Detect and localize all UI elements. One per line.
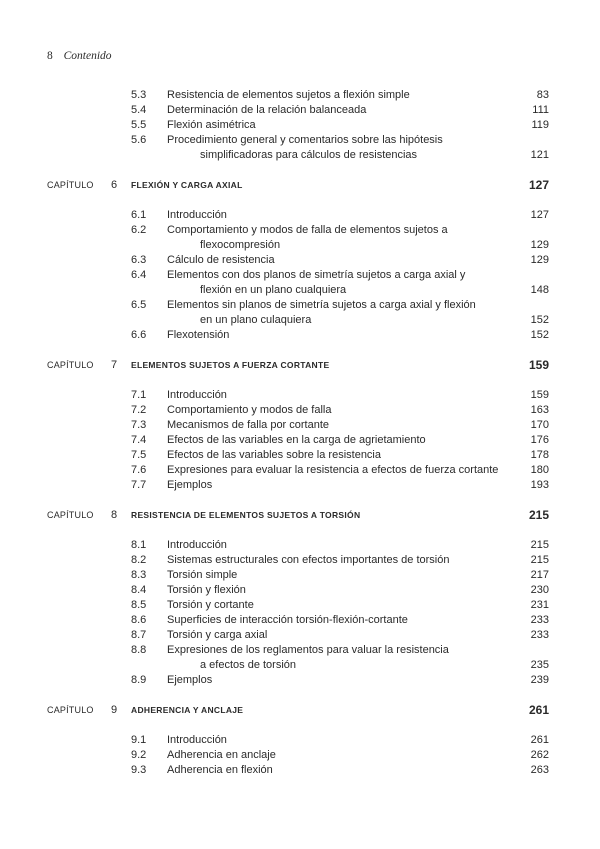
section-number: 8.6 xyxy=(131,614,147,626)
chapter-number: 9 xyxy=(111,704,118,716)
spacer xyxy=(0,343,600,358)
section-number: 8.9 xyxy=(131,674,147,686)
section-page: 235 xyxy=(530,659,549,671)
section-title: Torsión y cortante xyxy=(167,599,254,611)
section-number: 6.2 xyxy=(131,224,147,236)
section-number: 8.4 xyxy=(131,584,147,596)
toc-entry xyxy=(0,223,600,238)
toc-entry xyxy=(0,133,600,148)
toc-entry xyxy=(0,628,600,643)
section-title: a efectos de torsión xyxy=(200,659,297,671)
section-title: Efectos de las variables en la carga de agrietamiento xyxy=(167,434,426,446)
section-page: 233 xyxy=(530,629,549,641)
toc-entry xyxy=(0,388,600,403)
section-page: 193 xyxy=(530,479,549,491)
toc-entry xyxy=(0,553,600,568)
section-page: 170 xyxy=(530,419,549,431)
toc-entry xyxy=(0,328,600,343)
section-number: 7.3 xyxy=(131,419,147,431)
spacer xyxy=(0,718,600,733)
section-title: en un plano culaquiera xyxy=(200,314,312,326)
chapter-label: CAPÍTULO xyxy=(47,360,94,370)
toc-entry xyxy=(0,613,600,628)
section-title: Resistencia de elementos sujetos a flexión simple xyxy=(167,89,410,101)
toc-entry xyxy=(0,283,600,298)
spacer xyxy=(0,523,600,538)
section-number: 7.2 xyxy=(131,404,147,416)
section-title: Flexión asimétrica xyxy=(167,119,256,131)
section-title: Expresiones para evaluar la resistencia a efectos de fuerza cortante xyxy=(167,464,499,476)
section-title: Mecanismos de falla por cortante xyxy=(167,419,330,431)
section-number: 8.8 xyxy=(131,644,147,656)
section-title: Elementos sin planos de simetría sujetos a carga axial y flexión xyxy=(167,299,476,311)
toc-entry xyxy=(0,673,600,688)
chapter-heading xyxy=(0,703,600,718)
section-page: 83 xyxy=(536,89,549,101)
section-number: 6.5 xyxy=(131,299,147,311)
section-number: 8.7 xyxy=(131,629,147,641)
chapter-heading xyxy=(0,358,600,373)
section-page: 148 xyxy=(530,284,549,296)
section-page: 233 xyxy=(530,614,549,626)
section-title: Adherencia en anclaje xyxy=(167,749,276,761)
section-title: Ejemplos xyxy=(167,479,213,491)
toc-entry xyxy=(0,208,600,223)
chapter-page: 127 xyxy=(528,178,549,192)
toc-entry xyxy=(0,538,600,553)
toc-entry xyxy=(0,298,600,313)
section-page: 215 xyxy=(530,539,549,551)
section-title: Determinación de la relación balanceada xyxy=(167,104,367,116)
section-title: Comportamiento y modos de falla de elementos sujetos a xyxy=(167,224,448,236)
section-number: 7.6 xyxy=(131,464,147,476)
toc-entry xyxy=(0,268,600,283)
spacer xyxy=(0,163,600,178)
section-page: 129 xyxy=(530,254,549,266)
toc-entry xyxy=(0,88,600,103)
section-page: 111 xyxy=(532,104,549,116)
section-title: Efectos de las variables sobre la resistencia xyxy=(167,449,381,461)
toc-entry xyxy=(0,658,600,673)
toc-entry xyxy=(0,598,600,613)
section-page: 152 xyxy=(530,314,549,326)
section-page: 217 xyxy=(530,569,549,581)
chapter-page: 261 xyxy=(528,703,549,717)
section-title: Flexotensión xyxy=(167,329,230,341)
section-page: 262 xyxy=(530,749,549,761)
toc-entry xyxy=(0,313,600,328)
section-page: 176 xyxy=(530,434,549,446)
section-number: 9.1 xyxy=(131,734,147,746)
chapter-heading xyxy=(0,178,600,193)
section-number: 9.3 xyxy=(131,764,147,776)
section-title: Torsión y carga axial xyxy=(167,629,268,641)
section-page: 127 xyxy=(530,209,549,221)
section-number: 5.6 xyxy=(131,134,147,146)
section-page: 215 xyxy=(530,554,549,566)
chapter-number: 6 xyxy=(111,179,118,191)
section-number: 7.1 xyxy=(131,389,147,401)
section-page: 119 xyxy=(531,119,549,131)
section-number: 6.3 xyxy=(131,254,147,266)
section-page: 261 xyxy=(530,734,549,746)
toc-entry xyxy=(0,733,600,748)
toc-entry xyxy=(0,763,600,778)
section-number: 8.1 xyxy=(131,539,147,551)
toc-entry xyxy=(0,418,600,433)
section-number: 7.7 xyxy=(131,479,147,491)
section-title: Torsión simple xyxy=(167,569,238,581)
section-number: 5.4 xyxy=(131,104,147,116)
section-number: 9.2 xyxy=(131,749,147,761)
chapter-label: CAPÍTULO xyxy=(47,705,94,715)
table-of-contents xyxy=(0,88,600,778)
page-number: 8 xyxy=(47,50,53,62)
toc-entry xyxy=(0,478,600,493)
section-page: 159 xyxy=(530,389,549,401)
section-page: 230 xyxy=(530,584,549,596)
toc-entry xyxy=(0,103,600,118)
toc-entry xyxy=(0,253,600,268)
section-title: Sistemas estructurales con efectos importantes de torsión xyxy=(167,554,450,566)
section-number: 7.4 xyxy=(131,434,147,446)
section-number: 6.4 xyxy=(131,269,147,281)
toc-entry xyxy=(0,583,600,598)
section-number: 5.5 xyxy=(131,119,147,131)
running-title: Contenido xyxy=(63,50,112,62)
section-number: 5.3 xyxy=(131,89,147,101)
section-page: 180 xyxy=(530,464,549,476)
section-page: 121 xyxy=(530,149,549,161)
section-number: 7.5 xyxy=(131,449,147,461)
toc-entry xyxy=(0,568,600,583)
toc-entry xyxy=(0,148,600,163)
section-title: Procedimiento general y comentarios sobre las hipótesis xyxy=(167,134,443,146)
spacer xyxy=(0,688,600,703)
section-title: Expresiones de los reglamentos para valuar la resistencia xyxy=(167,644,449,656)
chapter-page: 215 xyxy=(528,508,549,522)
toc-entry xyxy=(0,238,600,253)
toc-entry xyxy=(0,643,600,658)
chapter-label: CAPÍTULO xyxy=(47,510,94,520)
toc-entry xyxy=(0,403,600,418)
chapter-title: FLEXIÓN Y CARGA AXIAL xyxy=(131,180,243,190)
section-page: 239 xyxy=(530,674,549,686)
section-number: 8.3 xyxy=(131,569,147,581)
chapter-label: CAPÍTULO xyxy=(47,180,94,190)
toc-entry xyxy=(0,118,600,133)
toc-entry xyxy=(0,433,600,448)
section-title: Adherencia en flexión xyxy=(167,764,273,776)
chapter-page: 159 xyxy=(528,358,549,372)
spacer xyxy=(0,493,600,508)
section-number: 8.2 xyxy=(131,554,147,566)
section-page: 263 xyxy=(530,764,549,776)
section-page: 163 xyxy=(530,404,549,416)
section-title: Comportamiento y modos de falla xyxy=(167,404,332,416)
running-header xyxy=(47,50,112,62)
section-title: flexión en un plano cualquiera xyxy=(200,284,347,296)
section-title: flexocompresión xyxy=(200,239,281,251)
section-page: 152 xyxy=(530,329,549,341)
toc-entry xyxy=(0,748,600,763)
chapter-title: RESISTENCIA DE ELEMENTOS SUJETOS A TORSIÓN xyxy=(131,510,361,520)
section-title: Elementos con dos planos de simetría sujetos a carga axial y xyxy=(167,269,466,281)
section-number: 8.5 xyxy=(131,599,147,611)
section-number: 6.1 xyxy=(131,209,147,221)
spacer xyxy=(0,373,600,388)
section-page: 231 xyxy=(530,599,549,611)
spacer xyxy=(0,193,600,208)
section-title: Introducción xyxy=(167,209,227,221)
section-title: simplificadoras para cálculos de resistencias xyxy=(200,149,418,161)
section-number: 6.6 xyxy=(131,329,147,341)
section-page: 178 xyxy=(530,449,549,461)
section-title: Ejemplos xyxy=(167,674,213,686)
section-title: Superficies de interacción torsión-flexión-cortante xyxy=(167,614,408,626)
section-page: 129 xyxy=(530,239,549,251)
section-title: Introducción xyxy=(167,389,227,401)
chapter-heading xyxy=(0,508,600,523)
section-title: Introducción xyxy=(167,539,227,551)
toc-entry xyxy=(0,463,600,478)
toc-entry xyxy=(0,448,600,463)
chapter-number: 7 xyxy=(111,359,118,371)
section-title: Cálculo de resistencia xyxy=(167,254,275,266)
chapter-title: ELEMENTOS SUJETOS A FUERZA CORTANTE xyxy=(131,360,330,370)
chapter-title: ADHERENCIA Y ANCLAJE xyxy=(131,705,244,715)
section-title: Introducción xyxy=(167,734,227,746)
chapter-number: 8 xyxy=(111,509,118,521)
section-title: Torsión y flexión xyxy=(167,584,246,596)
